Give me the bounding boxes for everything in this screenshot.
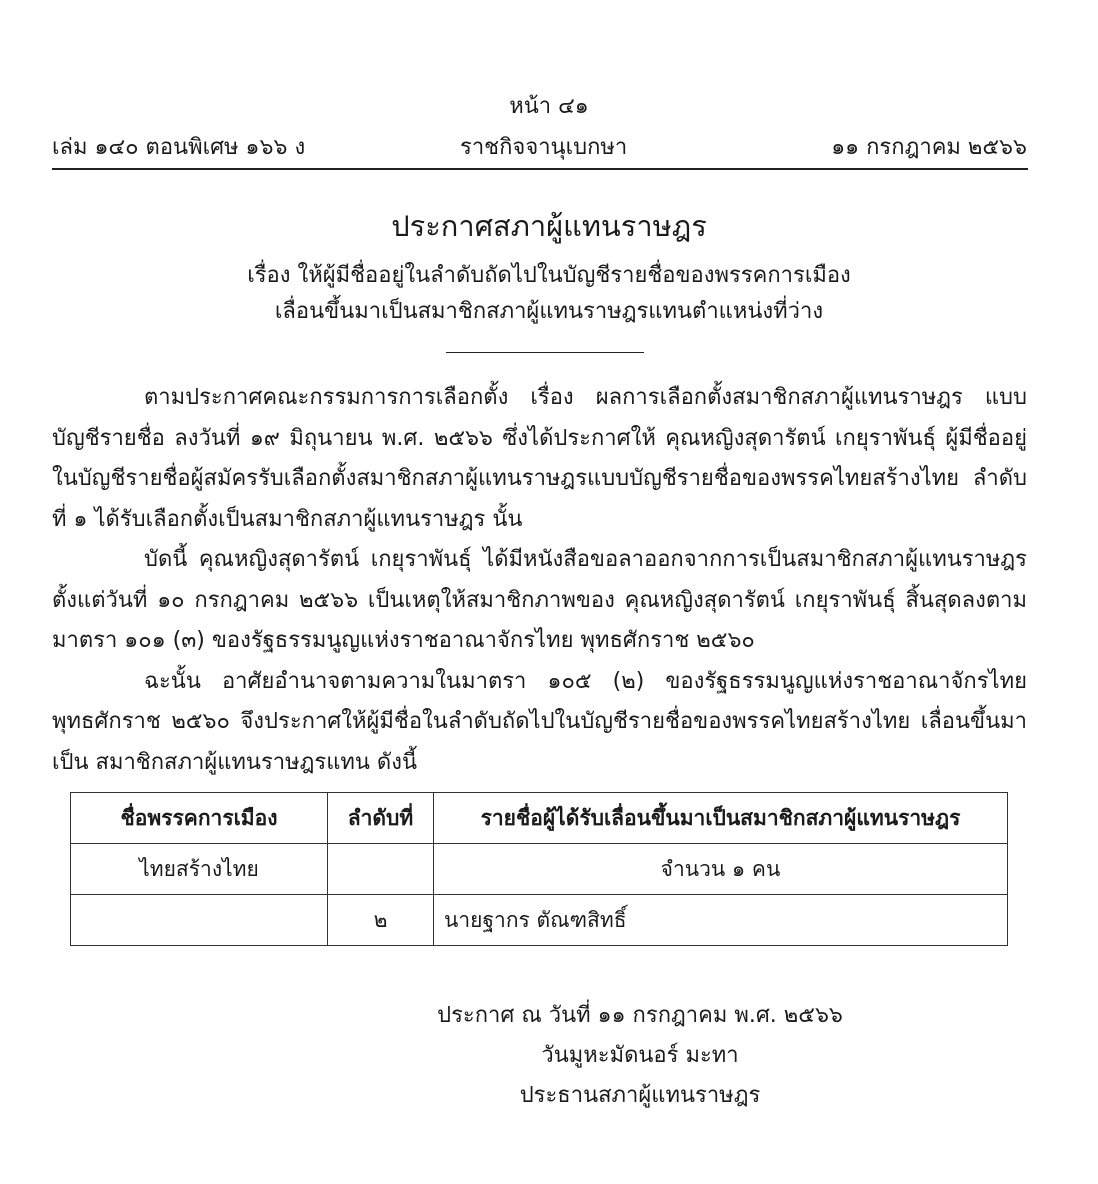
volume-issue: เล่ม ๑๔๐ ตอนพิเศษ ๑๖๖ ง	[52, 135, 306, 160]
signatory-name: วันมูหะมัดนอร์ มะทา	[541, 1043, 739, 1068]
table-row	[71, 844, 1008, 895]
header-names: รายชื่อผู้ได้รับเลื่อนขึ้นมาเป็นสมาชิกสภาผู้แทนราษฎร	[434, 793, 1008, 844]
announcement-body	[52, 378, 1027, 783]
table-header-row	[71, 793, 1008, 844]
promotion-table	[70, 792, 1008, 946]
page-number: หน้า ๔๑	[509, 94, 589, 119]
announcement-subject	[0, 258, 1098, 330]
title-divider	[446, 352, 644, 353]
cell-count: จำนวน ๑ คน	[434, 844, 1008, 895]
gazette-name: ราชกิจจานุเบกษา	[460, 135, 628, 160]
header-party: ชื่อพรรคการเมือง	[71, 793, 328, 844]
paragraph-1: ตามประกาศคณะกรรมการการเลือกตั้ง เรื่อง ผลการเลือกตั้งสมาชิกสภาผู้แทนราษฎร แบบบัญชีรายชื่อ ลงวันที่ ๑๙ มิถุนายน พ.ศ. ๒๕๖๖ ซึ่งได้ประกาศให้ คุณหญิงสุดารัตน์ เกยุราพันธุ์ ผู้มีชื่ออยู่ในบัญชีรายชื่อผู้สมัครรับเลือกตั้งสมาชิกสภาผู้แทนราษฎรแบบบัญชีรายชื่อของพรรคไทยสร้างไทย ลำดับที่ ๑ ได้รับเลือกตั้งเป็นสมาชิกสภาผู้แทนราษฎร นั้น	[52, 385, 1027, 532]
signatory-position: ประธานสภาผู้แทนราษฎร	[519, 1083, 761, 1108]
header-divider	[52, 168, 1028, 170]
header-order: ลำดับที่	[328, 793, 434, 844]
signature-block	[380, 996, 900, 1116]
subject-line-2: เลื่อนขึ้นมาเป็นสมาชิกสภาผู้แทนราษฎรแทนตำแหน่งที่ว่าง	[274, 299, 824, 324]
table-row	[71, 895, 1008, 946]
cell-party: ไทยสร้างไทย	[71, 844, 328, 895]
cell-order: ๒	[328, 895, 434, 946]
cell-party	[71, 895, 328, 946]
publication-date: ๑๑ กรกฎาคม ๒๕๖๖	[831, 135, 1027, 160]
paragraph-3: ฉะนั้น อาศัยอำนาจตามความในมาตรา ๑๐๕ (๒) ของรัฐธรรมนูญแห่งราชอาณาจักรไทย พุทธศักราช ๒๕๖๐ จึงประกาศให้ผู้มีชื่อในลำดับถัดไปในบัญชีรายชื่อของพรรคไทยสร้างไทย เลื่อนขึ้นมาเป็น สมาชิกสภาผู้แทนราษฎรแทน ดังนี้	[52, 668, 1027, 775]
announcement-title: ประกาศสภาผู้แทนราษฎร	[391, 209, 707, 243]
signature-date: ประกาศ ณ วันที่ ๑๑ กรกฎาคม พ.ศ. ๒๕๖๖	[437, 1003, 843, 1028]
paragraph-2: บัดนี้ คุณหญิงสุดารัตน์ เกยุราพันธุ์ ได้มีหนังสือขอลาออกจากการเป็นสมาชิกสภาผู้แทนราษฎร ตั้งแต่วันที่ ๑๐ กรกฎาคม ๒๕๖๖ เป็นเหตุให้สมาชิกภาพของ คุณหญิงสุดารัตน์ เกยุราพันธุ์ สิ้นสุดลงตามมาตรา ๑๐๑ (๓) ของรัฐธรรมนูญแห่งราชอาณาจักรไทย พุทธศักราช ๒๕๖๐	[52, 547, 1027, 653]
cell-order	[328, 844, 434, 895]
gazette-header	[52, 132, 1027, 164]
subject-line-1: เรื่อง ให้ผู้มีชื่ออยู่ในลำดับถัดไปในบัญชีรายชื่อของพรรคการเมือง	[247, 263, 851, 288]
cell-member-name: นายฐากร ตัณฑสิทธิ์	[434, 895, 1008, 946]
